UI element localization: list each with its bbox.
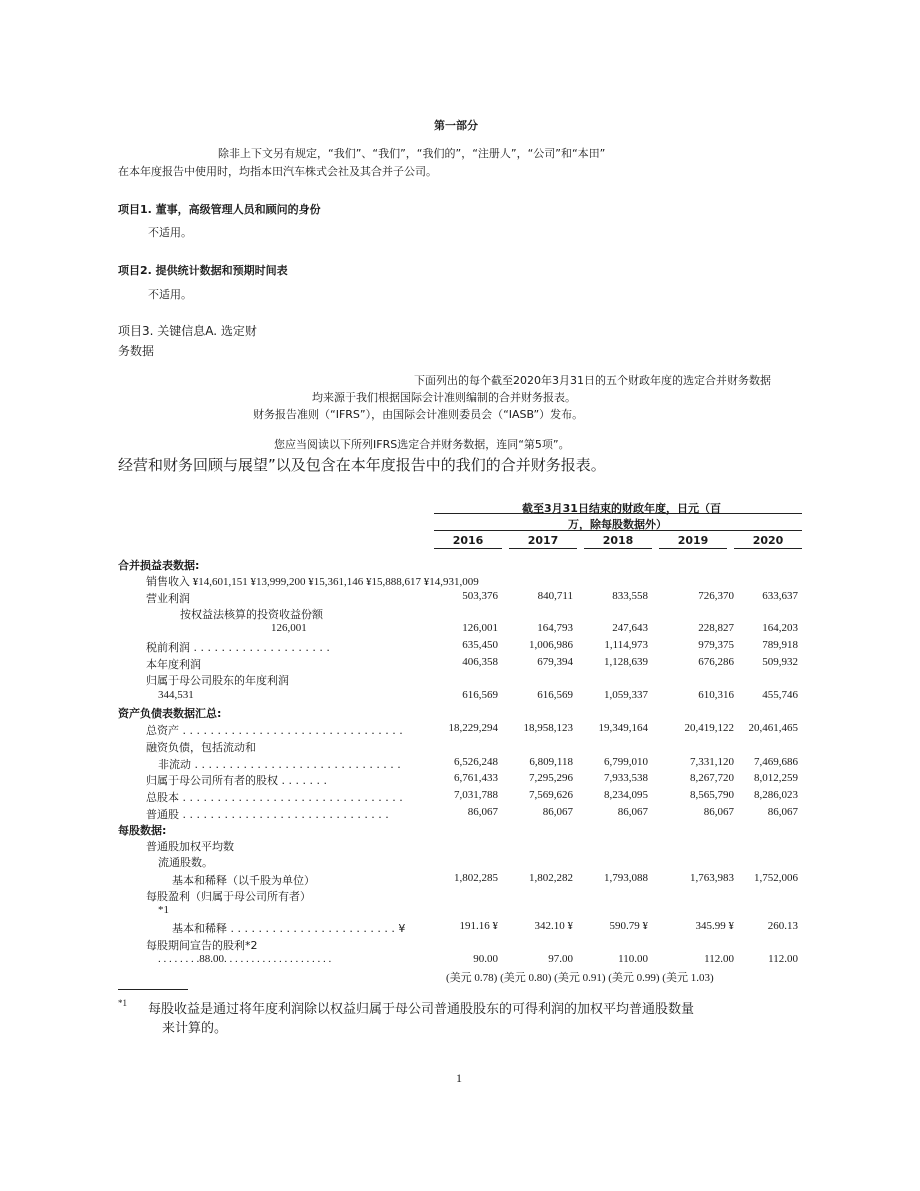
year-rule [659, 548, 727, 549]
wavg-sub-1: 流通股数。 [158, 856, 213, 869]
row-label: . . . . . . . .88.00. . . . . . . . . . . . . . . . . . . . [158, 953, 332, 965]
cell: 8,286,023 [754, 789, 798, 801]
table-row [0, 622, 920, 637]
row-label: 本年度利润 [146, 658, 201, 671]
intro-line-2: 在本年度报告中使用时，均指本田汽车株式会社及其合并子公司。 [118, 165, 437, 178]
row-label: 普通股 . . . . . . . . . . . . . . . . . . . . . . . . . . . . . . [146, 808, 389, 821]
cell: 191.16 ¥ [459, 920, 498, 932]
table-header-rule-2 [434, 530, 802, 531]
para1-line-2: 均来源于我们根据国际会计准则编制的合并财务报表。 [312, 391, 576, 404]
table-row [0, 789, 920, 804]
cell: 1,752,006 [754, 872, 798, 884]
cell: 833,558 [612, 590, 648, 602]
cell: 1,802,285 [454, 872, 498, 884]
row-label: 344,531 [158, 689, 194, 701]
cell: 86,067 [467, 806, 498, 818]
cell: 19,349,164 [598, 722, 648, 734]
cell: 679,394 [537, 656, 573, 668]
dividend-label: 每股期间宣告的股利*2 [146, 939, 258, 952]
equity-method-label: 按权益法核算的投资收益份额 [180, 608, 323, 621]
row-label: 基本和稀释 . . . . . . . . . . . . . . . . . . . . . . . . ¥ [172, 922, 406, 935]
table-row [0, 639, 920, 654]
cell: 633,637 [762, 590, 798, 602]
table-row [0, 953, 920, 968]
table-header-line-2: 万，除每股数据外） [568, 518, 667, 531]
income-section-heading: 合并损益表数据: [118, 559, 200, 572]
cell: 455,746 [762, 689, 798, 701]
year-2019: 2019 [677, 534, 709, 547]
item1-heading: 项目1. 董事，高级管理人员和顾问的身份 [118, 203, 321, 216]
cell: 509,932 [762, 656, 798, 668]
row-label: 总资产 . . . . . . . . . . . . . . . . . . . . . . . . . . . . . . . . [146, 724, 403, 737]
cell: 503,376 [462, 590, 498, 602]
cell: 1,114,973 [604, 639, 648, 651]
dividend-usd-line: (美元 0.78) (美元 0.80) (美元 0.91) (美元 0.99) (美元 1.03) [446, 972, 714, 984]
eps-label: 每股盈利（归属于母公司所有者） [146, 890, 311, 903]
row-label: 总股本 . . . . . . . . . . . . . . . . . . . . . . . . . . . . . . . . [146, 791, 403, 804]
cell: 90.00 [473, 953, 498, 965]
footnote-rule [118, 989, 188, 990]
cell: 6,526,248 [454, 756, 498, 768]
cell: 590.79 ¥ [609, 920, 648, 932]
para1-line-1: 下面列出的每个截至2020年3月31日的五个财政年度的选定合并财务数据 [414, 374, 771, 387]
table-header-line-1: 截至3月31日结束的财政年度，日元（百 [522, 502, 721, 515]
cell: 406,358 [462, 656, 498, 668]
table-row [0, 756, 920, 771]
cell: 97.00 [548, 953, 573, 965]
attrib-label: 归属于母公司股东的年度利润 [146, 674, 289, 687]
cell: 7,031,788 [454, 789, 498, 801]
cell: 979,375 [698, 639, 734, 651]
table-row [0, 722, 920, 737]
item2-heading: 项目2. 提供统计数据和预期时间表 [118, 264, 288, 277]
cell: 228,827 [698, 622, 734, 634]
cell: 86,067 [703, 806, 734, 818]
item3-heading-line-1: 项目3. 关键信息A. 选定财 [118, 324, 257, 338]
row-label: 营业利润 [146, 592, 190, 605]
cell: 110.00 [618, 953, 648, 965]
cell: 610,316 [698, 689, 734, 701]
cell: 676,286 [698, 656, 734, 668]
cell: 789,918 [762, 639, 798, 651]
cell: 6,799,010 [604, 756, 648, 768]
page-number: 1 [456, 1071, 462, 1085]
cell: 260.13 [767, 920, 798, 932]
cell: 616,569 [537, 689, 573, 701]
row-label: 归属于母公司所有者的股权 . . . . . . . [146, 774, 327, 787]
cell: 112.00 [768, 953, 798, 965]
para2-line-1: 您应当阅读以下所列IFRS选定合并财务数据，连同“第5项”。 [274, 438, 570, 451]
cell: 164,203 [762, 622, 798, 634]
cell: 1,006,986 [529, 639, 573, 651]
intro-line-1: 除非上下文另有规定，“我们”、“我们”，“我们的”，“注册人”，“公司”和“本田” [218, 147, 606, 160]
cell: 126,001 [462, 622, 498, 634]
cell: 8,234,095 [604, 789, 648, 801]
cell: 726,370 [698, 590, 734, 602]
cell: 8,565,790 [690, 789, 734, 801]
year-2017: 2017 [527, 534, 559, 547]
row-label: 126,001 [271, 622, 307, 634]
footnote-mark: *1 [118, 998, 127, 1008]
debt-label: 融资负债，包括流动和 [146, 741, 256, 754]
cell: 86,067 [617, 806, 648, 818]
cell: 1,793,088 [604, 872, 648, 884]
year-2020: 2020 [752, 534, 784, 547]
year-rule [584, 548, 652, 549]
cell: 840,711 [537, 590, 573, 602]
part-title: 第一部分 [434, 119, 478, 132]
cell: 164,793 [537, 622, 573, 634]
cell: 345.99 ¥ [695, 920, 734, 932]
item2-body: 不适用。 [148, 288, 192, 301]
cell: 18,958,123 [523, 722, 573, 734]
year-2018: 2018 [602, 534, 634, 547]
year-2016: 2016 [452, 534, 484, 547]
table-row [0, 590, 920, 605]
cell: 7,933,538 [604, 772, 648, 784]
cell: 1,763,983 [690, 872, 734, 884]
table-row [0, 806, 920, 821]
footnote-text-line-2: 来计算的。 [162, 1021, 228, 1036]
year-rule [434, 548, 502, 549]
cell: 6,809,118 [529, 756, 573, 768]
footnote-text-line-1: 每股收益是通过将年度利润除以权益归属于母公司普通股股东的可得利润的加权平均普通股数量 [148, 1002, 695, 1017]
cell: 20,419,122 [684, 722, 734, 734]
table-row [0, 872, 920, 887]
cell: 18,229,294 [448, 722, 498, 734]
wavg-label: 普通股加权平均数 [146, 840, 234, 853]
sales-row: 销售收入 ¥14,601,151 ¥13,999,200 ¥15,361,146 ¥15,888,617 ¥14,931,009 [146, 576, 479, 588]
cell: 247,643 [612, 622, 648, 634]
cell: 342.10 ¥ [534, 920, 573, 932]
table-row [0, 772, 920, 787]
cell: 20,461,465 [748, 722, 798, 734]
cell: 8,267,720 [690, 772, 734, 784]
cell: 1,059,337 [604, 689, 648, 701]
para1-line-3: 财务报告准则（“IFRS”），由国际会计准则委员会（“IASB”）发布。 [253, 408, 584, 421]
table-row [0, 689, 920, 704]
cell: 1,802,282 [529, 872, 573, 884]
cell: 86,067 [542, 806, 573, 818]
cell: 1,128,639 [604, 656, 648, 668]
year-rule [509, 548, 577, 549]
item1-body: 不适用。 [148, 226, 192, 239]
eps-note: *1 [158, 904, 169, 916]
cell: 7,331,120 [690, 756, 734, 768]
row-label: 税前利润 . . . . . . . . . . . . . . . . . . . . [146, 641, 330, 654]
table-row [0, 920, 920, 935]
para2-line-2: 经营和财务回顾与展望”以及包含在本年度报告中的我们的合并财务报表。 [118, 456, 606, 474]
item3-heading-line-2: 务数据 [118, 344, 155, 358]
row-label: 基本和稀释（以千股为单位） [172, 874, 315, 887]
cell: 7,569,626 [529, 789, 573, 801]
row-label: 非流动 . . . . . . . . . . . . . . . . . . . . . . . . . . . . . . [158, 758, 401, 771]
table-row [0, 656, 920, 671]
table-header-rule [434, 513, 802, 514]
bs-section-heading: 资产负债表数据汇总: [118, 707, 222, 720]
cell: 8,012,259 [754, 772, 798, 784]
cell: 635,450 [462, 639, 498, 651]
cell: 7,469,686 [754, 756, 798, 768]
year-rule [734, 548, 802, 549]
cell: 86,067 [767, 806, 798, 818]
cell: 616,569 [462, 689, 498, 701]
cell: 112.00 [704, 953, 734, 965]
cell: 6,761,433 [454, 772, 498, 784]
cell: 7,295,296 [529, 772, 573, 784]
ps-section-heading: 每股数据: [118, 824, 167, 837]
